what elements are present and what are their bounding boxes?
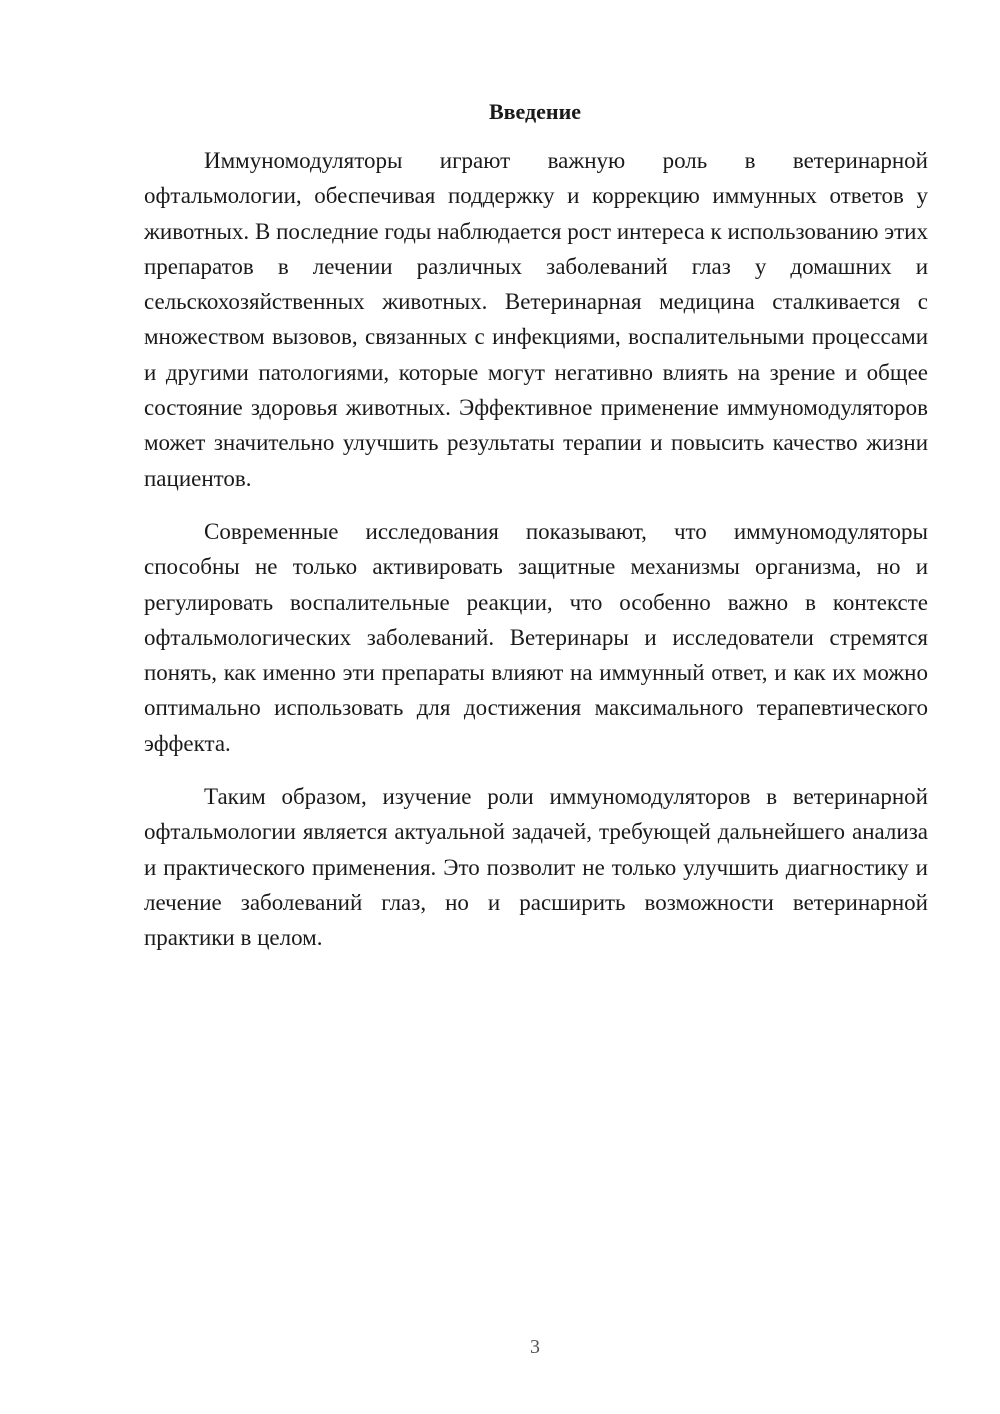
body-text [144,143,928,974]
section-heading: Введение [488,99,582,124]
paragraph-2: Современные исследования показывают, что иммуномодуляторы способны не только активировать защитные механизмы организма, но и регулировать воспалительные реакции, что особенно важно в контексте офтальмологических заболеваний. Ветеринары и исследователи стремятся понять, как именно эти препараты влияют на иммунный ответ, и как их можно оптимально использовать для достижения максимального терапевтического эффекта. [144,518,928,756]
paragraph-3: Таким образом, изучение роли иммуномодуляторов в ветеринарной офтальмологии является актуальной задачей, требующей дальнейшего анализа и практического применения. Это позволит не только улучшить диагностику и лечение заболеваний глаз, но и расширить возможности ветеринарной практики в целом. [144,784,928,951]
page-number: 3 [530,1336,540,1358]
paragraph-1: Иммуномодуляторы играют важную роль в ветеринарной офтальмологии, обеспечивая поддержку и коррекцию иммунных ответов у животных. В последние годы наблюдается рост интереса к использованию этих препаратов в лечении различных заболеваний глаз у домашних и сельскохозяйственных животных. Ветеринарная медицина сталкивается с множеством вызовов, связанных с инфекциями, воспалительными процессами и другими патологиями, которые могут негативно влиять на зрение и общее состояние здоровья животных. Эффективное применение иммуномодуляторов может значительно улучшить результаты терапии и повысить качество жизни пациентов. [144,148,928,491]
